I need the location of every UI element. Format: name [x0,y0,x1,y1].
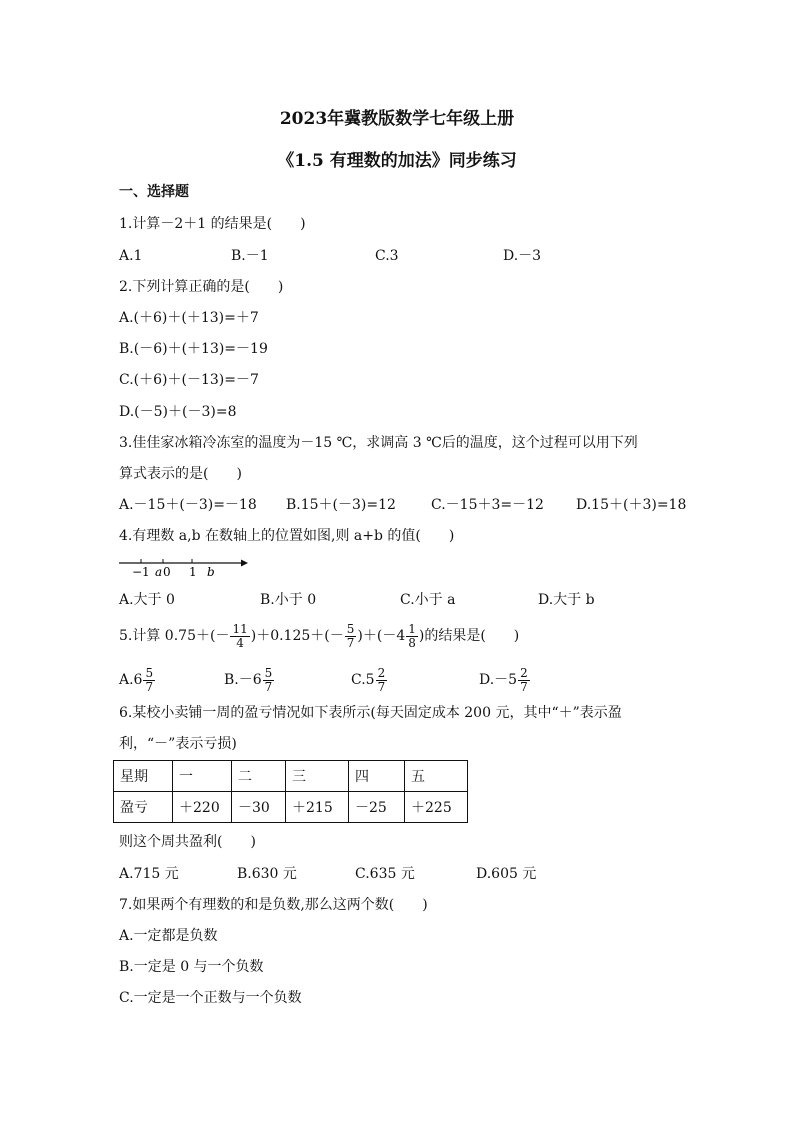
q5-text-4: )的结果是( ) [418,628,520,644]
q3-stem-line-1: 3.佳佳家冰箱冷冻室的温度为－15 ℃，求调高 3 ℃后的温度，这个过程可以用下列 [119,435,638,451]
q5-d-num: 2 [520,665,528,680]
q5-a-fraction [143,667,155,694]
table-cell: ＋220 [173,792,232,823]
q1-option-d: D.－3 [503,248,542,264]
q5-f2-num: 5 [346,621,355,636]
label-one: 1 [189,565,197,578]
number-line-arrow [241,560,248,567]
q5-fraction-1 [230,623,249,650]
q1-option-b: B.－1 [231,248,269,264]
table-cell: 一 [173,761,232,792]
q4-option-b: B.小于 0 [260,592,317,608]
q7-stem: 7.如果两个有理数的和是负数,那么这两个数( ) [119,897,428,913]
q3-stem-line-2: 算式表示的是( ) [119,466,242,482]
q2-option-c: C.(＋6)＋(－13)=－7 [119,372,259,388]
section-heading: 一、选择题 [119,184,189,200]
q2-option-b: B.(－6)＋(＋13)=－19 [119,341,268,357]
label-neg1: −1 [132,565,150,578]
q5-d-int: D.－5 [479,672,518,688]
q5-fraction-3 [406,623,418,650]
table-cell: 四 [349,761,405,792]
table-cell: 盈亏 [114,792,173,823]
table-cell: －30 [232,792,286,823]
q5-a-num: 5 [145,665,154,680]
q3-option-a: A.－15＋(－3)=－18 [119,497,257,513]
table-cell: －25 [349,792,405,823]
q5-c-fraction [376,667,388,694]
q5-c-int: C.5 [351,672,375,688]
q7-option-a: A.一定都是负数 [119,928,218,944]
title-line-1: 2023年冀教版数学七年级上册 [279,109,515,129]
table-cell: ＋215 [286,792,349,823]
q4-option-d: D.大于 b [538,592,595,608]
q7-option-c: C.一定是一个正数与一个负数 [119,990,302,1006]
q6-option-a: A.715 元 [119,866,179,882]
q5-option-c [351,666,388,694]
q4-option-c: C.小于 a [400,592,456,608]
title-line-2: 《1.5 有理数的加法》同步练习 [277,151,517,171]
number-line-figure [119,556,249,578]
table-row [114,761,468,792]
q2-option-a: A.(＋6)＋(＋13)=＋7 [119,310,259,326]
table-row [114,792,468,823]
q5-f3-num: 1 [408,621,416,636]
q6-option-b: B.630 元 [237,866,297,882]
table-cell: ＋225 [405,792,468,823]
label-a: a [155,565,163,578]
q7-option-b: B.一定是 0 与一个负数 [119,959,264,975]
q2-option-d: D.(－5)＋(－3)=8 [119,404,237,420]
q5-b-den: 7 [264,679,273,694]
q3-option-d: D.15＋(＋3)=18 [576,497,687,513]
q5-c-den: 7 [377,679,386,694]
q5-f1-den: 4 [236,635,244,650]
q6-stem-line-1: 6.某校小卖铺一周的盈亏情况如下表所示(每天固定成本 200 元，其中“＋”表示盈 [119,705,622,721]
q2-stem: 2.下列计算正确的是( ) [119,279,284,295]
q5-f1-num: 11 [232,621,248,636]
q5-fraction-2 [345,623,357,650]
q5-f2-den: 7 [346,635,355,650]
q3-option-c: C.－15＋3=－12 [431,497,544,513]
q5-b-fraction [263,667,275,694]
q5-text-3: )＋(－4 [357,628,406,644]
q4-stem: 4.有理数 a,b 在数轴上的位置如图,则 a+b 的值( ) [119,528,455,544]
q5-text-1: 5.计算 0.75＋(－ [119,628,230,644]
q4-option-a: A.大于 0 [119,592,175,608]
q6-option-c: C.635 元 [355,866,415,882]
q5-f3-den: 8 [408,635,416,650]
q3-option-b: B.15＋(－3)=12 [286,497,396,513]
q6-stem-line-2: 利，“－”表示亏损) [119,736,237,752]
q5-a-int: A.6 [119,672,143,688]
q5-b-int: B.－6 [224,672,262,688]
q1-option-c: C.3 [375,248,399,264]
q1-option-a: A.1 [119,248,143,264]
q5-d-fraction [518,667,530,694]
q6-option-d: D.605 元 [476,866,537,882]
table-cell: 三 [286,761,349,792]
q5-text-2: )＋0.125＋(－ [250,628,344,644]
q5-c-num: 2 [377,665,386,680]
q5-option-b [224,666,275,694]
profit-table [113,760,468,823]
q5-option-a [119,666,156,694]
table-cell: 二 [232,761,286,792]
q5-d-den: 7 [520,679,528,694]
q5-b-num: 5 [264,665,273,680]
table-cell: 五 [405,761,468,792]
label-zero: 0 [163,565,171,578]
q5-stem [119,622,519,650]
q5-option-d [479,666,531,694]
q5-a-den: 7 [145,679,154,694]
q6-stem-line-3: 则这个周共盈利( ) [119,834,256,850]
table-cell: 星期 [114,761,173,792]
label-b: b [207,565,215,578]
q1-stem: 1.计算－2＋1 的结果是( ) [119,216,306,232]
